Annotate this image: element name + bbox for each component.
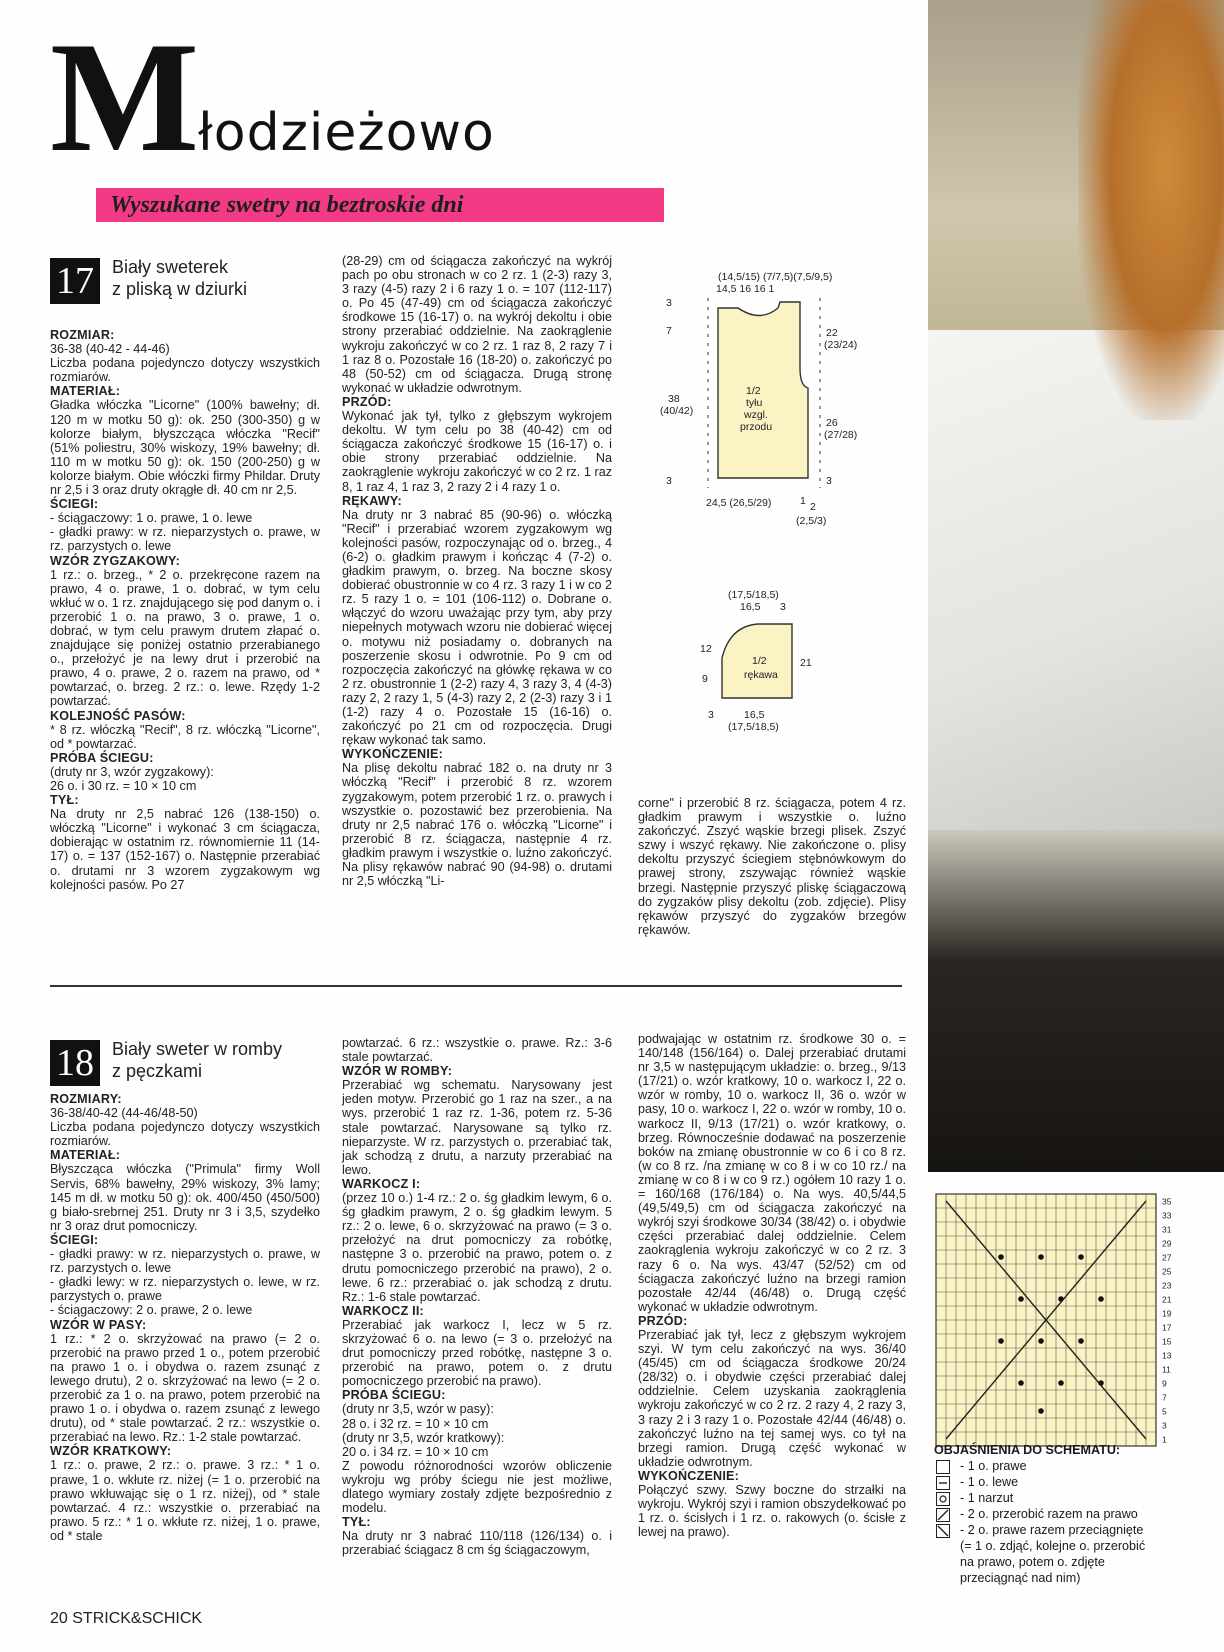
chart-row-label: 21 (1162, 1294, 1172, 1305)
box-dash-icon (936, 1476, 950, 1490)
section-18-column-1 (50, 1092, 320, 1543)
chart-bobble (1058, 1380, 1064, 1386)
body-text: 20 o. i 34 rz. = 10 × 10 cm (342, 1444, 489, 1459)
section-heading: MATERIAŁ: (50, 1148, 121, 1163)
title-rest: łodzieżowo (198, 103, 495, 163)
body-left-7: 7 (666, 325, 672, 337)
legend-items (934, 1458, 1154, 1586)
section-17-title (112, 256, 247, 300)
chart-row-label: 23 (1162, 1280, 1172, 1291)
section-heading: ROZMIAR: (50, 328, 115, 342)
chart-bobble (998, 1254, 1004, 1260)
legend-item (934, 1522, 1154, 1586)
body-text: Na druty nr 3 nabrać 110/118 (126/134) o. i przerabiać ściągacz 8 cm śg ściągaczowym, (342, 1529, 612, 1558)
chart-bobble (998, 1338, 1004, 1344)
body-text: Wykonać jak tył, tylko z głębszym wykrojem dekoltu. W tym celu po 38 (40-42) cm od ściągacza zakończyć środkowe 15 (16-17) o. i obie strony przerabiać oddzielnie. Na zaokrąglenie wykroju zakończyć w co 2 rz. 1 raz 8, 1 raz 4, 1 raz 3, 2 razy 2 i 4 razy 1 o. (342, 409, 612, 494)
body-outline (718, 302, 808, 478)
legend-item (934, 1474, 1154, 1490)
chart-bobble (1018, 1380, 1024, 1386)
chart-row-label: 7 (1162, 1392, 1167, 1403)
body-text: Z powodu różnorodności wzorów obliczenie wykroju wg próby ściegu nie jest możliwe, dlatego wymiary zostały zdjęte bezpośrednio z modelu. (342, 1458, 612, 1516)
body-text: Przerabiać jak warkocz I, lecz w 5 rz. skrzyżować 6 o. na lewo (= 3 o. przełożyć na drut pomocniczy przed robótkę, następne 3 o. przerobić na prawo, potem o. z drutu pomocniczego przerobić na prawo). (342, 1317, 612, 1389)
body-text: Na plisę dekoltu nabrać 182 o. na druty nr 3 włóczką "Recif" i przerobić 8 rz. wzorem zygzakowym, potem przerobić 1 rz. o. prawych i wszystkie o. pozostawić bez przerobienia. Na druty nr 2,5 nabrać 176 o. włóczką "Licorne" i przerobić 8 rz. ściągacza, następnie 4 rz. gładkim prawym i wszystkie o. luźno zakończyć. Na plisy rękawów nabrać 90 (94-98) o. drutami nr 2,5 włóczką "Li- (342, 761, 612, 889)
body-left-total2: (40/42) (660, 405, 694, 417)
chart-bobble (1058, 1296, 1064, 1302)
chart-row-label: 5 (1162, 1406, 1167, 1417)
chart-row-label: 15 (1162, 1336, 1172, 1347)
section-18-column-3 (638, 1032, 906, 1539)
section-heading: WZÓR W ROMBY: (342, 1064, 453, 1079)
body-left-total: 38 (668, 393, 680, 405)
body-center-3: wzgl. (744, 409, 768, 421)
chart-row-label: 17 (1162, 1322, 1172, 1333)
section-heading: ŚCIEGI: (50, 497, 99, 512)
body-text: 1 rz.: o. brzeg., * 2 o. przekręcone razem na prawo, 4 o. prawe, 1 o. dobrać, w tym celu wkłuć w o. 1 rz. znajdującego się pod danym o. i przerobić 1 o. na prawo, 3 o. prawe, 1 o. dobrać, w tym celu prawym drutem złapać o. znajdujące się poniżej ostatnio przerabianego o., przełożyć je na lewy drut i przerobić na prawo, 4 o. prawe, 2 o. razem na prawo, od * powtarzać, o. brzeg. 2 rz.: o. lewe. Rzędy 1-2 powtarzać. (50, 567, 320, 709)
chart-row-label: 3 (1162, 1420, 1167, 1431)
section-18-number: 18 (50, 1040, 100, 1086)
body-text: Liczba podana pojedynczo dotyczy wszystkich rozmiarów. (50, 1120, 320, 1149)
section-18-title-line2: z pęczkami (112, 1061, 203, 1081)
sleeve-top-label: (17,5/18,5) (728, 589, 779, 601)
section-17-title-line1: Biały sweterek (112, 257, 229, 277)
box-circle-icon (936, 1492, 950, 1506)
body-left-bottom: 3 (666, 475, 672, 487)
subtitle: Wyszukane swetry na beztroskie dni (110, 192, 464, 218)
body-top-label: (14,5/15) (7/7,5)(7,5/9,5) (718, 271, 833, 283)
chart-row-label: 13 (1162, 1350, 1172, 1361)
legend-item-text: - 1 o. lewe (960, 1475, 1019, 1489)
body-text: * 8 rz. włóczką "Recif", 8 rz. włóczką "Licorne", od * powtarzać. (50, 722, 320, 751)
chart-bobble (1098, 1380, 1104, 1386)
body-bottom-right2: 2 (810, 501, 816, 513)
section-heading: ŚCIEGI: (50, 1232, 99, 1247)
section-18-title-line1: Biały sweter w romby (112, 1039, 283, 1059)
sleeve-center-1: 1/2 (752, 655, 767, 667)
section-heading: WARKOCZ I: (342, 1176, 421, 1191)
chart-row-label: 31 (1162, 1224, 1172, 1235)
chart-row-label: 25 (1162, 1266, 1172, 1277)
body-bottom-right3: (2,5/3) (796, 515, 827, 527)
section-17-column-2 (342, 254, 612, 888)
body-text: Połączyć szwy. Szwy boczne do strzałki na wykroju. Wykrój szyi i ramion obszydełkować po 1 rz. o. ścisłych i 1 rz. o. rakowych (o. ścisłe z lewej na prawo). (638, 1483, 906, 1540)
body-text: (druty nr 3,5, wzór kratkowy): (342, 1430, 505, 1445)
body-bottom: 24,5 (26,5/29) (706, 497, 772, 509)
chart-bobble (1078, 1338, 1084, 1344)
body-center-1: 1/2 (746, 385, 761, 397)
chart-bobble (1018, 1296, 1024, 1302)
body-text: Na druty nr 3 nabrać 85 (90-96) o. włóczką "Recif" i przerabiać wzorem zygzakowym wg kolejności pasów, rozpoczynając od o. brzeg., 4 (6-2) o. gładkim prawym i kończąc 4 (7-2) o. gładkim prawym, o. brzeg. Na boczne skosy dobierać obustronnie w co 4 rz. 3 razy 1 i w co 2 rz. 5 razy 1 o. = 101 (106-112) o. Dobrane o. włączyć do wzoru uważając przy tym, aby przy niepełnych motywach wzoru nie dobierać więcej o. motywu niż posiadamy o. dobranych na poszerzenie skosu i odwrotnie. Po 9 cm od rozpoczęcia zakończyć na główkę rękawa w co 2 rz. obustronnie 1 (2-2) razy 4, 3 razy 3, 4 (4-3) razy 2, 2 razy 1, 5 (4-3) razy 2, 2 (2-3) razy 3 i 1 (1-2) razy 4 o. Pozostałe 15 (16-16) o. zakończyć po 21 cm od rozpoczęcia. Drugi rękaw wykonać tak samo. (342, 507, 612, 748)
body-text: Na druty nr 2,5 nabrać 126 (138-150) o. włóczką "Licorne" i wykonać 3 cm ściągacza, dobierając w ostatnim rz. równomiernie 11 (14-17) o. = 137 (152-167) o. Następnie przerabiać o. drutami nr 3 wzorem zygzakowym wg kolejności pasów. Po 27 (50, 807, 320, 892)
section-heading: PRZÓD: (638, 1313, 688, 1328)
body-text: (druty nr 3,5, wzór w pasy): (342, 1402, 494, 1417)
chart-bobble (1038, 1254, 1044, 1260)
body-text: podwajając w ostatnim rz. środkowe 30 o. = 140/148 (156/164) o. Dalej przerabiać drutami nr 3,5 w następującym układzie: o. brzeg., 9/13 (17/21) o. wzór kratkowy, 10 o. warkocz I, 22 o. wzór w romby, 10 o. warkocz II, 36 o. wzór w pasy, 10 o. warkocz I, 22 o. wzór w romby, 10 o. warkocz II, 9/13 (17/21) o. wzór kratkowy, o. brzeg. Równocześnie dodawać na poszerzenie boków na zmianę obustronnie w co 6 i co 8 rz. (w co 8 rz. /na zmianę w co 8 i w co 10 rz./ na zmianę w co 8 i w co 9 rz.) ogółem 10 razy 1 o. = 160/168 (176/184) o. Na wys. 40,5/44,5 (49,5/49,5) cm od ściągacza zakończyć na wykrój szyi środkowe 30/34 (38/42) o. i obydwie części przerabiać dalej oddzielnie. Celem zaokrąglenia wykroju zakończyć w co 2 rz. 3 razy 6 o. Na wys. 43/47 (52/52) cm od ściągacza zakończyć luźno na brzegi ramion pozostałe 42/44 (46/48) o. Drugą część wykonać w układzie odwrotnym. (638, 1032, 906, 1314)
body-bottom-right1: 1 (800, 495, 806, 507)
body-text: Błyszcząca włóczka ("Primula" firmy Woll Servis, 68% bawełny, 29% wiskozy, 3% lamy; 145 m dł. w motku 50 g): ok. 400/450 (450/500) g biało-srebrnej 251. Druty nr 3 i 3,5, szydełko nr 3 oraz drut pomocniczy. (50, 1162, 320, 1233)
sleeve-right-21: 21 (800, 657, 812, 669)
subtitle-bar (96, 188, 664, 222)
section-heading: RĘKAWY: (342, 493, 402, 508)
legend-item-text: - 1 o. prawe (960, 1459, 1027, 1473)
legend-item (934, 1490, 1154, 1506)
chart-row-label: 27 (1162, 1252, 1172, 1263)
legend-item-text: - 1 narzut (960, 1491, 1014, 1505)
chart-row-label: 1 (1162, 1434, 1167, 1445)
section-heading: TYŁ: (50, 793, 79, 808)
page-footer: 20 STRICK&SCHICK (50, 1610, 203, 1627)
body-text: 36-38/40-42 (44-46/48-50) (50, 1106, 198, 1121)
chart-row-label: 35 (1162, 1196, 1172, 1207)
chart-row-label: 29 (1162, 1238, 1172, 1249)
section-17-number: 17 (50, 258, 100, 304)
box-empty-icon (936, 1460, 950, 1474)
section-heading: TYŁ: (342, 1515, 371, 1530)
body-schematic (660, 268, 860, 530)
section-heading: WYKOŃCZENIE: (342, 747, 444, 762)
body-right-22b: (23/24) (824, 339, 858, 351)
section-heading: PRZÓD: (342, 394, 392, 409)
chart-row-label: 11 (1162, 1364, 1171, 1375)
box-slash-left-icon (936, 1524, 950, 1538)
chart-bobble (1098, 1296, 1104, 1302)
section-18-column-2 (342, 1036, 612, 1557)
sleeve-bottom-label: (17,5/18,5) (728, 721, 779, 733)
chart-bobble (1078, 1254, 1084, 1260)
body-text: 26 o. i 30 rz. = 10 × 10 cm (50, 779, 197, 793)
legend-item (934, 1506, 1154, 1522)
section-18-title (112, 1038, 282, 1082)
body-center-4: przodu (740, 421, 773, 433)
body-text: - gładki prawy: w rz. nieparzystych o. prawe, w rz. parzystych o. lewe (50, 525, 320, 554)
body-text: - gładki prawy: w rz. nieparzystych o. prawe, w rz. parzystych o. lewe (50, 1247, 320, 1276)
sleeve-left-9: 9 (702, 673, 708, 685)
body-text: 1 rz.: * 2 o. skrzyżować na prawo (= 2 o. przerobić na prawo przed 1 o., potem przerobić na prawo 1 o. i obydwa o. razem zsunąć z lewego drutu), 2 o. skrzyżować na lewo (= 2 o. przerobić za 1 o. na prawo, potem przerobić na prawo 1 o. i obydwa o. razem zsunąć z lewego drutu), od * stale powtarzać. 2 rz.: wszystkie o. przerabiać na lewo. Rz.: 1-2 stale powtarzać. (50, 1331, 320, 1445)
section-heading: ROZMIARY: (50, 1092, 122, 1106)
section-heading: WYKOŃCZENIE: (638, 1468, 740, 1483)
chart-row-label: 19 (1162, 1308, 1172, 1319)
body-left-top: 3 (666, 297, 672, 309)
body-right-bottom: 3 (826, 475, 832, 487)
body-text: - ściągaczowy: 1 o. prawe, 1 o. lewe (50, 511, 253, 526)
sleeve-bottom-value: 16,5 (744, 709, 765, 721)
section-17-column-1 (50, 328, 320, 892)
section-heading: WZÓR W PASY: (50, 1317, 147, 1332)
body-right-26b: (27/28) (824, 429, 858, 441)
body-text: 36-38 (40-42 - 44-46) (50, 342, 170, 357)
body-text: (28-29) cm od ściągacza zakończyć na wykrój pach po obu stronach w co 2 rz. 1 (2-3) razy 3, 3 razy (4-5) razy 2 i 6 razy 1 o. = 107 (112-117) o. Po 45 (47-49) cm od ściągacza zakończyć środkowe 15 (16-17) o. na wykrój dekoltu i obie strony przerabiać oddzielnie. Na zaokrąglenie wykroju zakończyć w co 2 rz. 1 raz 8, 2 razy 7 i 1 raz 8 o. Pozostałe 16 (18-20) o. zakończyć po 48 (50-52) cm od ściągacza. Drugą stronę wykonać w układzie odwrotnym. (342, 254, 612, 395)
chart-legend (934, 1442, 1154, 1586)
sleeve-top-value: 16,5 (740, 601, 761, 613)
section-heading: PRÓBA ŚCIEGU: (342, 1388, 446, 1403)
body-text: - gładki lewy: w rz. nieparzystych o. lewe, w rz. parzystych o. prawe (50, 1275, 320, 1304)
box-slash-right-icon (936, 1508, 950, 1522)
body-text: - ściągaczowy: 2 o. prawe, 2 o. lewe (50, 1303, 253, 1318)
body-text: Liczba podana pojedynczo dotyczy wszystkich rozmiarów. (50, 356, 320, 385)
knitting-chart (932, 1192, 1192, 1454)
sleeve-top-right: 3 (780, 601, 786, 613)
sleeve-center-2: rękawa (744, 669, 778, 681)
legend-heading: OBJAŚNIENIA DO SCHEMATU: (934, 1443, 1121, 1457)
section-17-title-line2: z pliską w dziurki (112, 279, 248, 299)
body-text: 28 o. i 32 rz. = 10 × 10 cm (342, 1416, 489, 1431)
sleeve-schematic (700, 588, 830, 738)
body-text: 1 rz.: o. prawe, 2 rz.: o. prawe. 3 rz.: * 1 o. prawe, 1 o. wkłute rz. niżej (= 1 o. przerobić na prawo wkłuwając się o 1 rz. niżej), od * stale powtarzać. 4 rz.: wszystkie o. przerabiać na prawo. 5 rz.: * 1 o. wkłute rz. niżej, 1 o. prawe, od * stale (50, 1458, 320, 1543)
body-text: corne" i przerobić 8 rz. ściągacza, potem 4 rz. gładkim prawym i wszystkie o. luźno zakończyć. Zszyć wąskie brzegi plisek. Zszyć szwy i wszyć rękawy. Nie zakończone o. plisy dekoltu przyszyć ściegiem stębnówkowym do prawej strony, zszywając również wąskie brzegi. Następnie przyszyć pliskę ściągaczową do zygzaków plisy dekoltu (zob. zdjęcie). Plisy rękawów przyszyć do zygzaków brzegów rękawów. (638, 796, 906, 937)
title-initial: M (50, 10, 196, 185)
body-text: Przerabiać jak tył, lecz z głębszym wykrojem szyi. W tym celu zakończyć na wys. 36/40 (45/45) cm od ściągacza środkowe 20/24 (28/32) o. i obydwie części przerabiać dalej oddzielnie. Celem uzyskania zaokrąglenia wykroju zakończyć w co 2 rz. 2 razy 4, 2 razy 3, 3 razy 2 i 3 razy 1 o. Pozostałe 42/44 (46/48) o. zakończyć luźno na tej samej wys. co tył na brzegi ramion. Drugą część wykonać w układzie odwrotnym. (638, 1327, 906, 1469)
legend-item-text: - 2 o. przerobić razem na prawo (960, 1507, 1138, 1521)
sleeve-bottom-left: 3 (708, 709, 714, 721)
page-title (50, 10, 670, 185)
body-right-26: 26 (826, 417, 838, 429)
chart-bobble (1038, 1338, 1044, 1344)
body-right-22: 22 (826, 327, 838, 339)
chart-row-label: 33 (1162, 1210, 1172, 1221)
legend-item (934, 1458, 1154, 1474)
body-top-values: 14,5 16 16 1 (716, 283, 775, 295)
section-heading: KOLEJNOŚĆ PASÓW: (50, 708, 186, 723)
body-text: (przez 10 o.) 1-4 rz.: 2 o. śg gładkim lewym, 6 o. śg gładkim prawym, 2 o. śg gładkim lewym. 5 rz.: 2 o. lewe, 6 o. skrzyżować na prawo (= 3 o. przełożyć na drut pomocniczy za robótkę, następne 3 o. przerobić na prawo, potem o. z drutu pomocniczego przerobić na prawo), 2 o. lewe. 6 rz.: przerabiać o. jak schodzą z drutu. Rz.: 1-6 stale powtarzać. (342, 1191, 612, 1304)
model-photo (928, 0, 1224, 1172)
chart-row-label: 9 (1162, 1378, 1167, 1389)
section-heading: WZÓR KRATKOWY: (50, 1444, 172, 1459)
section-heading: WARKOCZ II: (342, 1303, 424, 1318)
sleeve-left-12: 12 (700, 643, 712, 655)
legend-item-text: - 2 o. prawe razem przeciągnięte (= 1 o. zdjąć, kolejne o. przerobić na prawo, potem o. zdjęte przeciągnąć nad nim) (960, 1523, 1146, 1585)
section-heading: MATERIAŁ: (50, 384, 121, 399)
body-text: Gładka włóczka "Licorne" (100% bawełny; dł. 120 m w motku 50 g): ok. 250 (300-350) g w kolorze białym, błyszcząca włóczka "Recif" (51% poliestru, 30% wiskozy, 19% bawełny; dł. 110 m w motku 50 g): ok. 150 (200-250) g w kolorze białym. Obie włóczki firmy Phildar. Druty nr 2,5 i 3 oraz druty okrągłe dł. 40 cm nr 2,5. (50, 398, 320, 498)
body-text: (druty nr 3, wzór zygzakowy): (50, 764, 214, 779)
section-17-column-3 (638, 796, 906, 937)
body-text: powtarzać. 6 rz.: wszystkie o. prawe. Rz.: 3-6 stale powtarzać. (342, 1036, 612, 1065)
section-heading: PRÓBA ŚCIEGU: (50, 750, 154, 765)
chart-bobble (1038, 1408, 1044, 1414)
section-heading: WZÓR ZYGZAKOWY: (50, 553, 181, 568)
photo-hair (1078, 0, 1224, 420)
body-center-2: tyłu (746, 397, 763, 409)
section-divider (50, 985, 902, 987)
body-text: Przerabiać wg schematu. Narysowany jest jeden motyw. Przerobić go 1 raz na szer., a na wys. przerobić 1 raz rz. 1-36, potem rz. 5-36 stale powtarzać. Narysowane są tylko rz. nieparzyste. W rz. parzystych o. przerabiać tak, jak schodzą z drutu, a narzuty przerabiać na lewo. (342, 1078, 612, 1177)
